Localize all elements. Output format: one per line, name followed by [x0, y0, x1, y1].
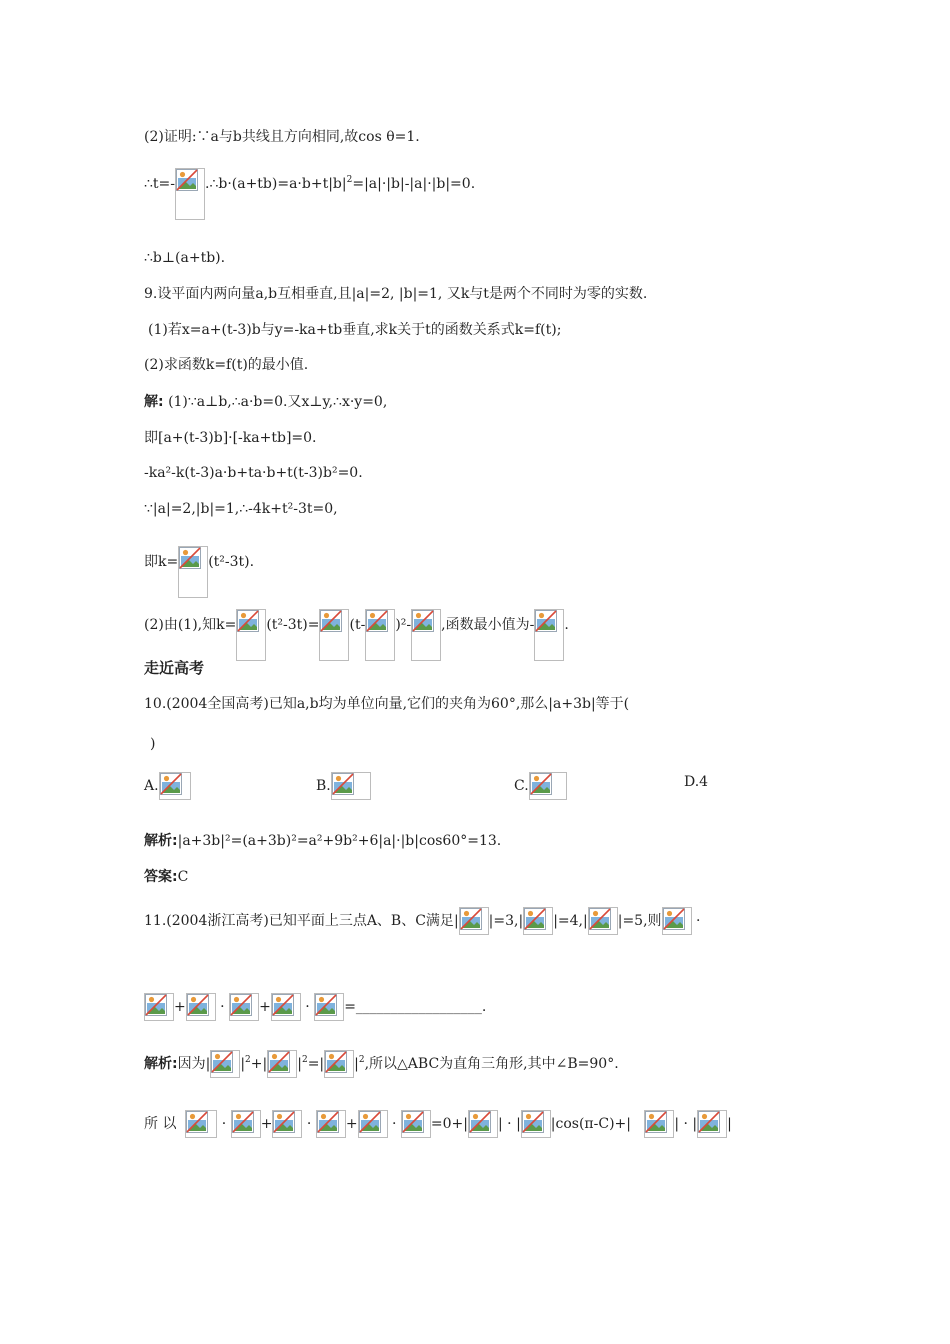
q9-part2: (2)求函数k=f(t)的最小值. — [144, 357, 309, 373]
t-tail: =|a|·|b|-|a|·|b|=0. — [352, 176, 476, 192]
broken-image-icon — [230, 994, 252, 1016]
vector-ca-icon — [588, 907, 618, 935]
formula-image-icon — [144, 993, 174, 1021]
broken-image-icon — [273, 1111, 295, 1133]
formula-image-icon — [271, 993, 301, 1021]
q10-option-c: C. — [514, 772, 567, 800]
formula-image-icon — [365, 609, 395, 661]
broken-image-icon — [645, 1111, 667, 1133]
formula-image-icon — [411, 609, 441, 661]
q9-part1: (1)若x=a+(t-3)b与y=-ka+tb垂直,求k关于t的函数关系式k=f(t); — [148, 322, 562, 338]
broken-image-icon — [176, 169, 198, 191]
formula-image-icon — [210, 1050, 240, 1078]
q10-close: ) — [150, 736, 156, 752]
broken-image-icon — [160, 773, 182, 795]
broken-image-icon — [315, 994, 337, 1016]
broken-image-icon — [530, 773, 552, 795]
broken-image-icon — [366, 610, 388, 632]
broken-image-icon — [469, 1111, 491, 1133]
formula-image-icon — [178, 546, 208, 598]
t-value-line: ∴t=- $.\therefore b\cdot(a+tb)=a\cdot b+t|b|^2=|a|\cdot|b|-|a|\cdot|b|=0$. — [144, 168, 475, 220]
formula-image-icon — [644, 1110, 674, 1138]
vector-ab-icon — [459, 907, 489, 935]
formula-image-icon — [697, 1110, 727, 1138]
solution-label: 解: — [144, 394, 164, 410]
formula-image-icon — [267, 1050, 297, 1078]
t-suffix: .∴b·(a+tb)=a·b+t|b| — [205, 176, 347, 192]
broken-image-icon — [232, 1111, 254, 1133]
broken-image-icon — [237, 610, 259, 632]
formula-image-icon — [314, 993, 344, 1021]
q10-analysis: 解析:|a+3b|²=(a+3b)²=a²+9b²+6|a|·|b|cos60°=13. — [144, 833, 502, 849]
broken-image-icon — [186, 1111, 208, 1133]
formula-image-icon — [468, 1110, 498, 1138]
formula-image-icon — [272, 1110, 302, 1138]
q10-option-b: B. — [316, 772, 371, 800]
formula-image-icon — [229, 993, 259, 1021]
formula-image-icon — [521, 1110, 551, 1138]
broken-image-icon — [698, 1111, 720, 1133]
broken-image-icon — [325, 1051, 347, 1073]
t-prefix: ∴t=- — [144, 176, 175, 192]
broken-image-icon — [460, 908, 482, 930]
broken-image-icon — [268, 1051, 290, 1073]
broken-image-icon — [320, 610, 342, 632]
q10-option-d: D.4 — [684, 774, 709, 790]
q9-solution-4: ∵|a|=2,|b|=1,∴-4k+t²-3t=0, — [144, 501, 338, 517]
formula-image-icon — [358, 1110, 388, 1138]
q11-expression: + · + · =__________________. — [144, 993, 486, 1021]
broken-image-icon — [179, 547, 201, 569]
broken-image-icon — [663, 908, 685, 930]
broken-image-icon — [535, 610, 557, 632]
q9-title: 9.设平面内两向量a,b互相垂直,且|a|=2, |b|=1, 又k与t是两个不同时为零的实数. — [144, 286, 648, 302]
broken-image-icon — [211, 1051, 233, 1073]
formula-image-icon — [159, 772, 191, 800]
q11-title: 11.(2004浙江高考)已知平面上三点A、B、C满足| |=3,| |=4,| |=5,则 · — [144, 907, 700, 935]
q9-solution-5: 即k= (t²-3t). — [144, 546, 254, 598]
formula-image-icon — [324, 1050, 354, 1078]
formula-image-icon — [529, 772, 567, 800]
proof-text: (2)证明:∵a与b共线且方向相同,故cos θ=1. — [144, 129, 420, 145]
section-title: 走近高考 — [144, 659, 205, 677]
broken-image-icon — [187, 994, 209, 1016]
conclusion-text: ∴b⊥(a+tb). — [144, 250, 226, 266]
broken-image-icon — [272, 994, 294, 1016]
broken-image-icon — [317, 1111, 339, 1133]
answer-blank: =__________________. — [344, 999, 487, 1015]
broken-image-icon — [402, 1111, 424, 1133]
broken-image-icon — [412, 610, 434, 632]
q9-solution-1: 解: (1)∵a⊥b,∴a·b=0.又x⊥y,∴x·y=0, — [144, 394, 388, 410]
q11-so-line: 所 以 · + · + · =0+| | · | |cos(π-C)+| | · | | — [144, 1110, 732, 1138]
formula-image-icon — [662, 907, 692, 935]
broken-image-icon — [359, 1111, 381, 1133]
formula-image-icon — [231, 1110, 261, 1138]
q9-solution-3: -ka²-k(t-3)a·b+ta·b+t(t-3)b²=0. — [144, 465, 363, 481]
formula-image-icon — [186, 993, 216, 1021]
broken-image-icon — [589, 908, 611, 930]
formula-image-icon — [175, 168, 205, 220]
broken-image-icon — [145, 994, 167, 1016]
broken-image-icon — [522, 1111, 544, 1133]
conclusion-line — [144, 248, 225, 268]
q9-solution-2: 即[a+(t-3)b]·[-ka+tb]=0. — [144, 430, 317, 446]
q10-answer: 答案:C — [144, 869, 189, 885]
q10-option-a: A. — [144, 772, 191, 800]
formula-image-icon — [331, 772, 371, 800]
vector-bc-icon — [523, 907, 553, 935]
formula-image-icon — [534, 609, 564, 661]
formula-image-icon — [316, 1110, 346, 1138]
broken-image-icon — [332, 773, 354, 795]
broken-image-icon — [524, 908, 546, 930]
q11-analysis: 解析:因为| $|^2+|$ $|^2=|$ $|^2$,所以△ABC为直角三角形,其中∠B=90°. — [144, 1050, 619, 1078]
formula-image-icon — [401, 1110, 431, 1138]
q10-title: 10.(2004全国高考)已知a,b均为单位向量,它们的夹角为60°,那么|a+3b|等于( — [144, 696, 630, 712]
proof-line — [144, 127, 420, 147]
formula-image-icon — [236, 609, 266, 661]
formula-image-icon — [185, 1110, 217, 1138]
q9-solution-6: (2)由(1),知k= (t²-3t)= (t- )²- ,函数最小值为- . — [144, 609, 569, 661]
formula-image-icon — [319, 609, 349, 661]
